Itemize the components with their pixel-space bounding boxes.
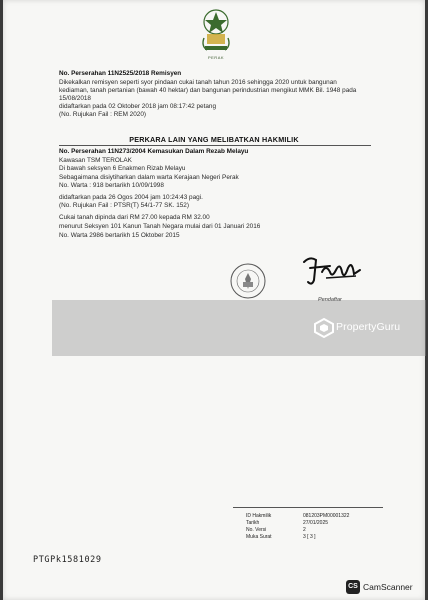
- entry-line: Kawasan TSM TEROLAK: [59, 157, 132, 164]
- tax-line: No. Warta 2986 bertarikh 15 Oktober 2015: [59, 232, 180, 239]
- entry-line: Sebagaimana disiytiharkan dalam warta Kerajaan Negeri Perak: [59, 174, 239, 181]
- document-serial: PTGPk1581029: [33, 555, 102, 565]
- footer-value: 3 [ 3 ]: [303, 534, 316, 540]
- registrar-signature-icon: [296, 250, 366, 290]
- propertyguru-logo-icon: [313, 317, 335, 339]
- watermark-brand: PropertyGuru: [336, 321, 401, 333]
- camscanner-label: CamScanner: [363, 582, 413, 592]
- footer-divider: [233, 507, 383, 508]
- remission-title: No. Perserahan 11N2525/2018 Remisyen: [59, 70, 182, 77]
- signature-label: Pendaftar: [318, 297, 342, 303]
- entry-line: Di bawah seksyen 6 Enakmen Rizab Melayu: [59, 165, 186, 172]
- remission-line: (No. Rujukan Fail : REM 2020): [59, 111, 147, 118]
- entry-title: No. Perserahan 11N273/2004 Kemasukan Dalam Rezab Melayu: [59, 148, 249, 155]
- footer-label: ID Hakmilik: [246, 513, 272, 519]
- remission-line: didaftarkan pada 02 Oktober 2018 jam 08:17:42 petang: [59, 103, 217, 110]
- entry-line: No. Warta : 918 bertarikh 10/09/1998: [59, 182, 164, 189]
- footer-label: Tarikh: [246, 520, 260, 526]
- state-crest-icon: [199, 8, 233, 54]
- entry-line: (No. Rujukan Fail : PTSR(T) 54/1-77 SK. 152): [59, 202, 189, 209]
- tax-line: Cukai tanah dipinda dari RM 27.00 kepada RM 32.00: [59, 214, 210, 221]
- section-heading: PERKARA LAIN YANG MELIBATKAN HAKMILIK: [129, 135, 299, 144]
- camscanner-icon: CS: [346, 580, 360, 594]
- heading-divider: [59, 145, 371, 146]
- entry-line: didaftarkan pada 26 Ogos 2004 jam 10:24:43 pagi.: [59, 194, 203, 201]
- footer-value: 081203PM00001322: [303, 513, 350, 519]
- tax-line: menurut Seksyen 101 Kanun Tanah Negara mulai dari 01 Januari 2016: [59, 223, 261, 230]
- footer-label: No. Versi: [246, 527, 267, 533]
- remission-line: Dikekalkan remisyen seperti syor pindaan cukai tanah tahun 2016 sehingga 2020 untuk bangunan: [59, 79, 337, 86]
- crest-label: PERAK: [207, 55, 225, 60]
- remission-line: 15/08/2018: [59, 95, 91, 102]
- footer-value: 27/01/2025: [303, 520, 329, 526]
- footer-value: 2: [303, 527, 306, 533]
- official-seal-icon: [229, 262, 267, 300]
- footer-label: Muka Surat: [246, 534, 272, 540]
- remission-line: kediaman, tanah pertanian (bawah 40 hektar) dan bangunan perindustrian mengikut MMK Bil. 1948 pada: [59, 87, 357, 94]
